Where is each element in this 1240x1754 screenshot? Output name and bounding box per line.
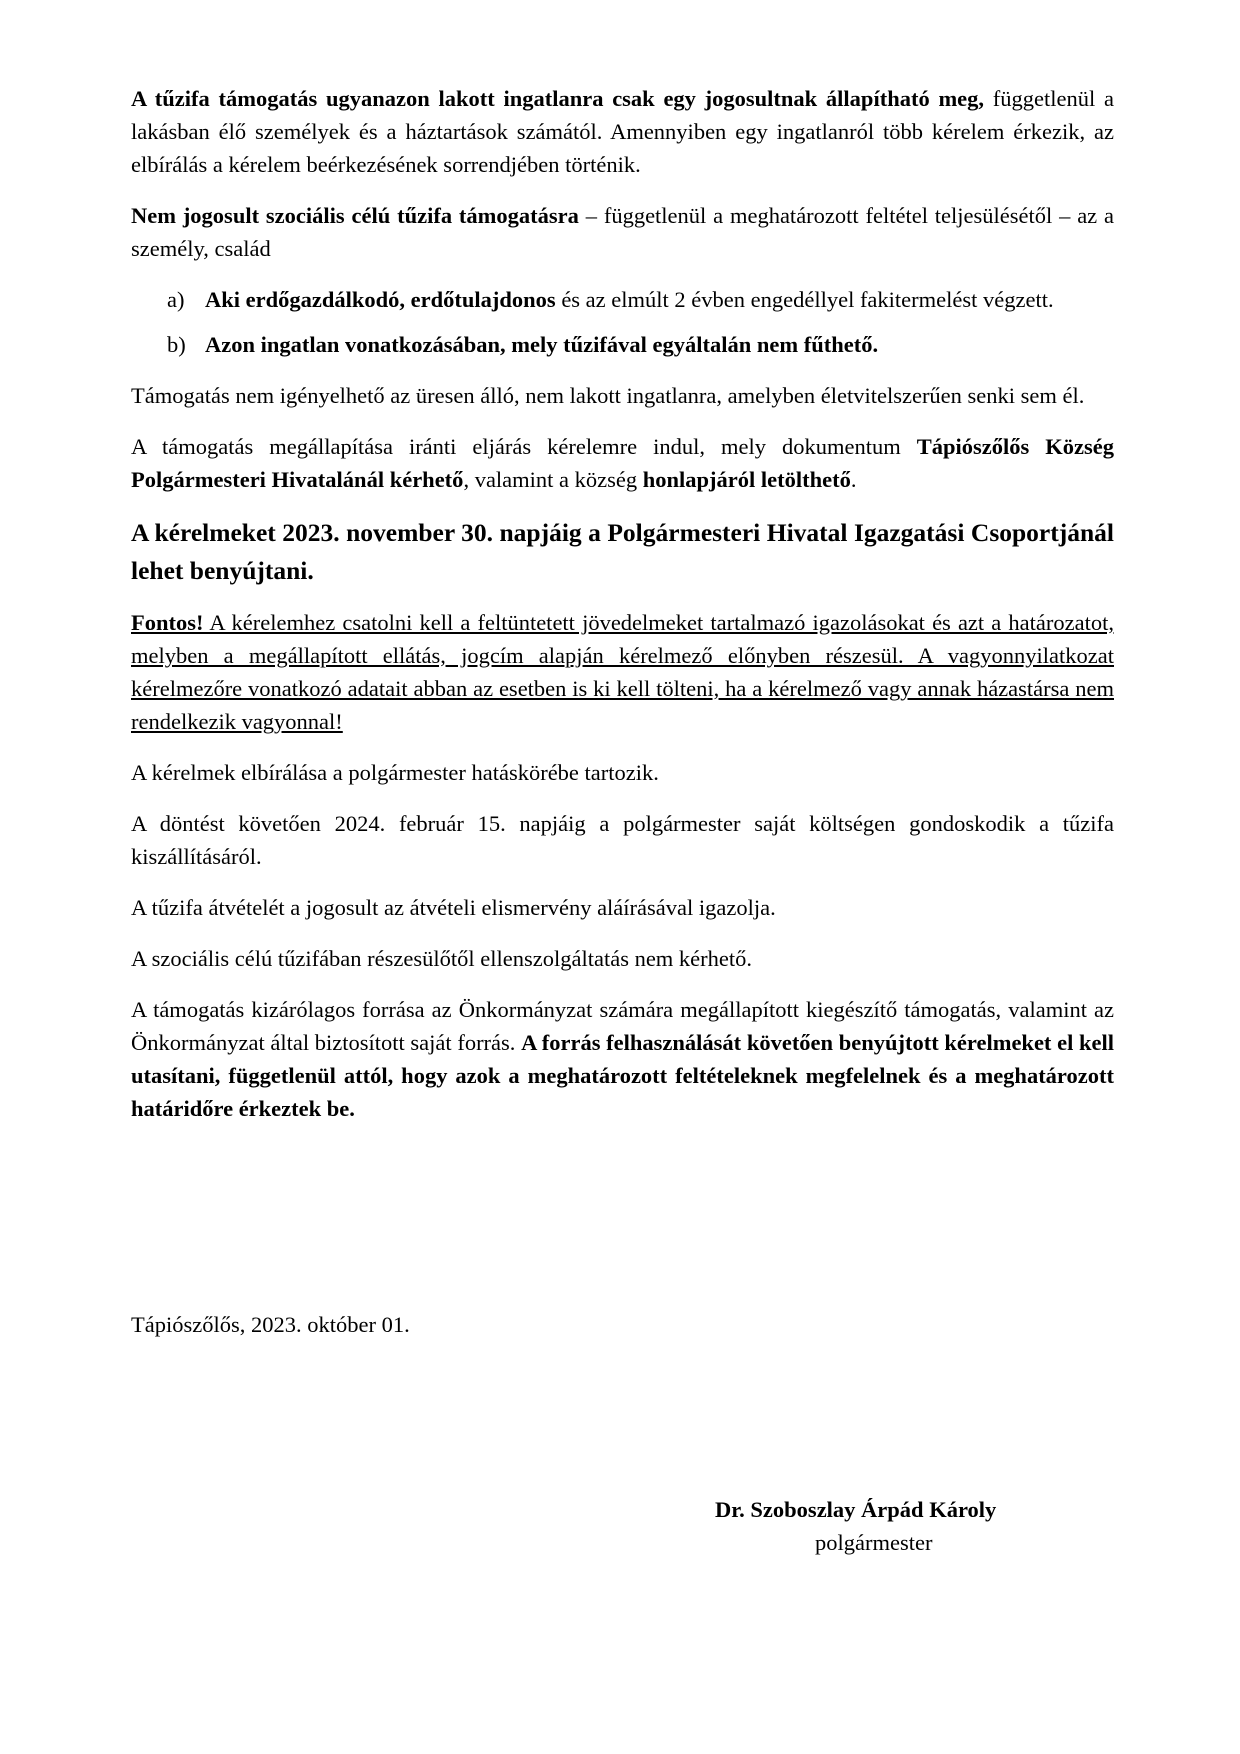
text: függetlenül a lakásban élő személyek és a háztartások számától. Amennyiben egy ingatlanról több kérelem érkezik, az elbírálás a kérelem beérkezésének sorrendjében történik.	[131, 86, 1114, 177]
text: , valamint a község	[463, 467, 643, 492]
document-body	[131, 82, 1114, 1143]
signature-block	[715, 1493, 1045, 1559]
paragraph-delivery: A döntést követően 2024. február 15. napjáig a polgármester saját költségen gondoskodik a tűzifa kiszállításáról.	[131, 811, 1114, 869]
paragraph-decision-authority: A kérelmek elbírálása a polgármester hatáskörébe tartozik.	[131, 760, 659, 785]
text: .	[850, 467, 857, 492]
paragraph-receipt: A tűzifa átvételét a jogosult az átvételi elismervény aláírásával igazolja.	[131, 895, 776, 920]
place-and-date: Tápiószőlős, 2023. október 01.	[131, 1312, 410, 1337]
bold-text: honlapjáról letölthető	[642, 467, 851, 492]
text: A kérelemhez csatolni kell a feltüntetett jövedelmeket tartalmazó igazolásokat és azt a határozatot, melyben a megállapított ellátás, jogcím alapján kérelmező előnyben részesül. A vagyonnyilatkozat kérelmezőre vonatkozó adatait abban az esetben is ki kell tölteni, ha a kérelmező vagy annak házastársa nem rendelkezik vagyonnal!	[131, 610, 1114, 734]
text: A támogatás megállapítása iránti eljárás kérelemre indul, mely dokumentum	[131, 434, 917, 459]
bold-text: Tápiószőlős Község Polgármesteri Hivatalánál kérhető	[131, 434, 1114, 492]
bold-text: Azon ingatlan vonatkozásában, mely tűzifával egyáltalán nem fűthető.	[205, 332, 879, 357]
text: – függetlenül a meghatározott feltétel teljesülésétől – az a személy, család	[131, 203, 1114, 261]
deadline-headline: A kérelmeket 2023. november 30. napjáig a Polgármesteri Hivatal Igazgatási Csoportjánál lehet benyújtani.	[131, 518, 1114, 585]
paragraph-not-eligible	[131, 199, 1114, 265]
text: A támogatás kizárólagos forrása az Önkormányzat számára megállapított kiegészítő támogatás, valamint az Önkormányzat által biztosított saját forrás.	[131, 997, 1114, 1055]
signatory-title: polgármester	[815, 1530, 933, 1555]
paragraph-important-note	[131, 606, 1114, 738]
list-item-b	[131, 328, 1114, 361]
bold-text: Aki erdőgazdálkodó, erdőtulajdonos	[205, 287, 556, 312]
paragraph-empty-property: Támogatás nem igényelhető az üresen álló, nem lakott ingatlanra, amelyben életvitelszerűen senki sem él.	[131, 383, 1085, 408]
bold-text: A forrás felhasználását követően benyújtott kérelmeket el kell utasítani, függetlenül attól, hogy azok a meghatározott feltételeknek megfelelnek és a meghatározott határidőre érkeztek be.	[131, 1030, 1115, 1121]
text: és az elmúlt 2 évben engedéllyel fakitermelést végzett.	[555, 287, 1054, 312]
list-item-a	[131, 283, 1114, 316]
paragraph-funding-source	[131, 993, 1114, 1125]
list-marker: a)	[167, 287, 185, 312]
paragraph-no-consideration: A szociális célú tűzifában részesülőtől ellenszolgáltatás nem kérhető.	[131, 946, 753, 971]
list-marker: b)	[167, 332, 186, 357]
exclusion-list	[131, 283, 1114, 361]
paragraph-eligibility-per-property	[131, 82, 1114, 181]
bold-text: A tűzifa támogatás ugyanazon lakott ingatlanra csak egy jogosultnak állapítható meg,	[131, 86, 985, 111]
bold-text: Nem jogosult szociális célú tűzifa támogatásra	[131, 203, 579, 228]
signatory-name: Dr. Szoboszlay Árpád Károly	[715, 1497, 997, 1522]
bold-text: Fontos!	[131, 610, 204, 635]
paragraph-procedure	[131, 430, 1114, 496]
